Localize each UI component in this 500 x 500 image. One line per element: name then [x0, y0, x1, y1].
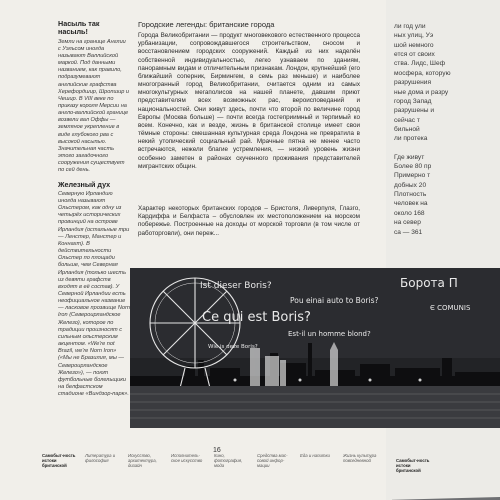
footer-item: Средства мас-совой инфор-мации [257, 453, 288, 469]
sidebar-text-2: Северную Ирландию иногда называют Ольстером, как одну из четырёх исторических провинций на острове Ирландия (остальные три — Ленстер, Манстер и Коннахт). В действительности Ольстер по площади больше, чем Северная Ирландия (только шесть из девяти графств входят в её состав). У Северной Ирландии есть неофициальное название — ласковое прозвище Norn Iron (Североирландское Железо), которое по традиции произносят с сильным ольстерским акцентом. «We're not Brazil, we're Norn Iron» («Мы не Бразилия, мы — Североирландское Железо»), — поют футбольные болельщики на белфастском стадионе «Виндзор-парк». [58, 190, 130, 398]
text-line: добных 20 [394, 181, 427, 189]
text-line: Плотность [394, 191, 427, 199]
footer-item: Еда и напитки [300, 453, 330, 458]
page-number: 16 [213, 447, 221, 454]
article-paragraph-1: Города Великобритании — продукт многовекового естественного процесса урбанизации, сопровождавшегося строительством, сносом и восстановлением городских сооружений. Каждый из них наделён собственной индивидуальностью, легко узнаваем по зданиям, панорамным видам и отличительным признакам. Лондон, крупнейший (его ближайший соперник, Бирмингем, в семь раз меньше) и наиболее многогранный город Великобритании, считается одним из самых многокультурных мегаполисов на нашей планете, давшим приют представителям всех возможных рас, вероисповеданий и национальностей. Они живут здесь, почти что второй по величине город Европы (Москва больше) — почти всегда гостеприимный и терпимый ко всем. Конечно, как и везде, жизнь в британской столице имеет свои тёмные стороны: смешанная культурная среда Лондона не превратила в некий утопический социальный рай. Мрачные пятна не менее часто встречаются, нежели благие устремления, — низкий уровень жизни особенно заметен в районах скученного проживания представителей мигрантских общин. [138, 32, 360, 170]
article-paragraph-2: Характер некоторых британских городов – Бристоля, Ливерпуля, Глазго, Кардиффа и Белфаста – обусловлен их местоположением на морском побережье. Построенные на доходы от морской торговли (в том числе от работорговли), они переж... [138, 205, 360, 237]
text-line: ется от своих [394, 51, 435, 59]
text-line: ных улиц, Уэ [394, 32, 434, 40]
text-line: на север [394, 219, 421, 227]
text-line: ные дома и разру [394, 88, 449, 96]
text-line: около 168 [394, 209, 425, 217]
footer-item: Самобыт-ность истоки британской [42, 453, 76, 469]
text-line: ли год ули [394, 23, 426, 30]
right-page-text [394, 22, 494, 237]
text-line: шой немного [394, 41, 434, 49]
right-footer-label: Самобыт-ность истоки британской [396, 458, 430, 474]
london-skyline-photo [130, 268, 500, 428]
sidebar-text-1: Земли на границе Англии с Уэльсом иногда называют Валлийской маркой. Под данными названием, как правило, подразумевают английские графства Херефордшир, Шропшир и Чешир. В VIII веке по приказу короля Мерсии на англо-валлийской границе возвели вал Оффы — земляное укрепление в виде глубокого рва с высокой насыпью. Значительная часть этого загадочного сооружения существует по сей день. [58, 38, 130, 174]
text-line: Более 80 пр [394, 163, 432, 171]
photo-overlay-text: Ce qui est Boris? [202, 310, 311, 325]
photo-overlay-text: Ist dieser Boris? [200, 281, 272, 291]
sidebar-heading-1: Насыль так насыль! [58, 20, 100, 37]
text-line: человек на [394, 200, 428, 208]
footer-item: Литература и философия [85, 453, 116, 464]
text-line: ства. Лидс, Шеф [394, 60, 446, 68]
sidebar-column [58, 20, 130, 445]
text-line: Где живут [394, 153, 425, 161]
text-line: са — 361 [394, 228, 423, 236]
text-line: разрушены и [394, 107, 435, 115]
footer-item: Жизнь культура повседневной [343, 453, 377, 464]
text-line: Примерно т [394, 172, 431, 180]
photo-overlay-text: Борота П [400, 276, 458, 290]
text-line: город Запад [394, 97, 432, 105]
skyline-image [130, 268, 500, 428]
sidebar-heading-2: Железный дух [58, 179, 111, 189]
footer-nav [42, 453, 392, 483]
text-line: бильной [394, 125, 420, 133]
text-line: мосфера, которую [394, 69, 451, 77]
footer-item: Кино, фотография, мода [214, 453, 243, 469]
photo-overlay-text: Wie is deze Boris? [208, 344, 258, 350]
footer-item: Искусство, архитектура, дизайн [128, 453, 157, 469]
text-line: ли протека [394, 135, 428, 143]
footer-item: Исполнитель-ское искусство [171, 453, 203, 464]
photo-overlay-text: Є COMUNIS [430, 304, 471, 312]
spacer [394, 144, 494, 153]
photo-overlay-text: Pou einai auto to Boris? [290, 296, 379, 305]
photo-overlay-text: Est-il un homme blond? [288, 330, 371, 338]
text-line: сейчас т [394, 116, 420, 124]
text-line: разрушения [394, 79, 432, 87]
article-heading: Городские легенды: британские города [138, 20, 275, 29]
